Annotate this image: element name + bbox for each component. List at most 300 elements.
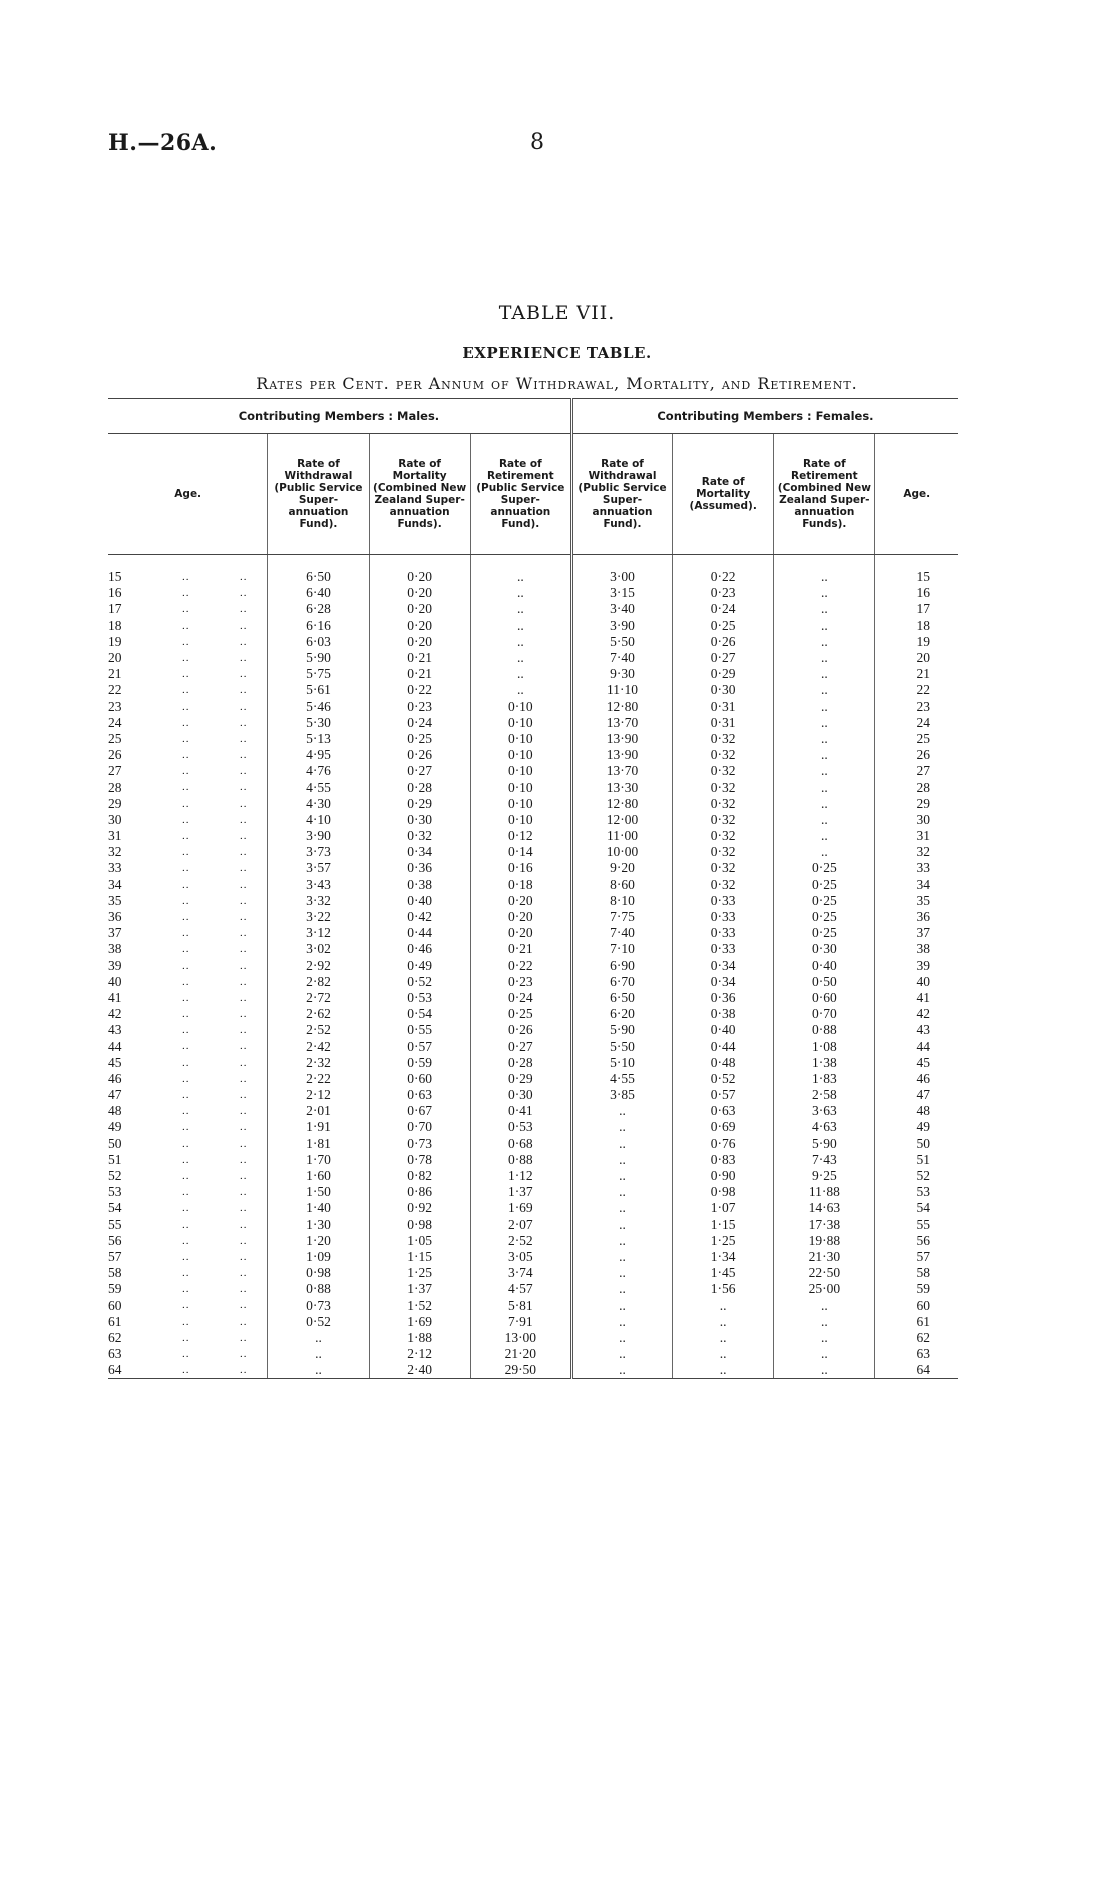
male-withdrawal-cell: 3·57 [268,860,369,876]
male-retirement-cell: 0·53 [470,1119,571,1135]
table-row [108,1346,958,1362]
male-withdrawal-cell: 2·92 [268,958,369,974]
age-right-cell: 25 [875,731,958,747]
table-row [108,1103,958,1119]
age-value: 28 [108,779,122,795]
age-right-cell: 64 [875,1362,958,1379]
age-right-cell: 39 [875,958,958,974]
age-cell [108,650,268,666]
leader-dots: .. [182,943,190,956]
female-withdrawal-cell: .. [571,1233,672,1249]
leader-dots: .. [240,1267,248,1280]
male-retirement-cell: 0·10 [470,812,571,828]
leader-dots: .. [182,684,190,697]
female-retirement-cell: 21·30 [774,1249,875,1265]
age-cell [108,1006,268,1022]
table-row [108,909,958,925]
age-value: 64 [108,1362,122,1378]
table-row [108,844,958,860]
leader-dots: .. [182,619,190,632]
age-cell [108,925,268,941]
age-right-cell: 16 [875,585,958,601]
female-retirement-cell: .. [774,779,875,795]
leader-dots: .. [182,1024,190,1037]
female-mortality-cell: 0·83 [673,1152,774,1168]
male-withdrawal-cell: 1·30 [268,1217,369,1233]
female-mortality-cell: 1·25 [673,1233,774,1249]
leader-dots: .. [182,1250,190,1263]
age-cell [108,1281,268,1297]
female-mortality-cell: 0·23 [673,585,774,601]
age-right-cell: 62 [875,1330,958,1346]
male-withdrawal-cell: 5·61 [268,682,369,698]
male-withdrawal-cell: 3·32 [268,893,369,909]
female-mortality-cell: 0·69 [673,1119,774,1135]
female-retirement-cell: .. [774,1314,875,1330]
male-mortality-cell: 0·25 [369,731,470,747]
table-row [108,731,958,747]
leader-dots: .. [182,846,190,859]
female-withdrawal-cell: .. [571,1152,672,1168]
table-row [108,634,958,650]
age-right-cell: 43 [875,1022,958,1038]
leader-dots: .. [182,1218,190,1231]
table-row [108,779,958,795]
female-withdrawal-cell: .. [571,1249,672,1265]
female-withdrawal-cell: 6·90 [571,958,672,974]
leader-dots: .. [240,1186,248,1199]
leader-dots: .. [182,1315,190,1328]
female-retirement-cell: .. [774,585,875,601]
male-withdrawal-cell: 4·76 [268,763,369,779]
age-cell [108,763,268,779]
male-withdrawal-cell: 2·42 [268,1038,369,1054]
page-reference: H.—26A. [108,130,218,156]
female-mortality-cell: 0·52 [673,1071,774,1087]
female-retirement-cell: .. [774,682,875,698]
leader-dots: .. [240,1137,248,1150]
leader-dots: .. [182,635,190,648]
age-cell [108,1346,268,1362]
male-mortality-cell: 0·46 [369,941,470,957]
female-withdrawal-cell: 7·10 [571,941,672,957]
female-retirement-cell: 7·43 [774,1152,875,1168]
male-retirement-cell: 0·20 [470,909,571,925]
female-withdrawal-cell: .. [571,1200,672,1216]
age-cell [108,1200,268,1216]
female-retirement-cell: .. [774,569,875,585]
age-right-cell: 59 [875,1281,958,1297]
age-value: 57 [108,1248,122,1264]
male-withdrawal-cell: 0·52 [268,1314,369,1330]
leader-dots: .. [240,943,248,956]
leader-dots: .. [240,1331,248,1344]
male-mortality-cell: 0·49 [369,958,470,974]
male-mortality-cell: 0·98 [369,1217,470,1233]
leader-dots: .. [182,1121,190,1134]
female-withdrawal-cell: 5·90 [571,1022,672,1038]
age-cell [108,1217,268,1233]
male-withdrawal-cell: 6·28 [268,601,369,617]
female-mortality-cell: 1·45 [673,1265,774,1281]
age-cell [108,958,268,974]
table-row [108,1136,958,1152]
female-withdrawal-cell: 5·10 [571,1055,672,1071]
leader-dots: .. [182,603,190,616]
leader-dots: .. [240,765,248,778]
female-withdrawal-cell: 3·00 [571,569,672,585]
male-mortality-cell: 0·20 [369,634,470,650]
age-value: 47 [108,1087,122,1103]
leader-dots: .. [182,1072,190,1085]
male-retirement-cell: 0·68 [470,1136,571,1152]
female-retirement-cell: .. [774,731,875,747]
male-withdrawal-cell: 5·13 [268,731,369,747]
female-mortality-cell: 0·32 [673,877,774,893]
male-retirement-cell: 3·05 [470,1249,571,1265]
male-mortality-cell: 0·23 [369,699,470,715]
male-retirement-cell: 1·69 [470,1200,571,1216]
table-row [108,877,958,893]
male-withdrawal-cell: 2·32 [268,1055,369,1071]
male-withdrawal-cell: .. [268,1346,369,1362]
leader-dots: .. [182,1040,190,1053]
female-mortality-cell: 0·29 [673,666,774,682]
leader-dots: .. [182,765,190,778]
age-cell [108,990,268,1006]
female-retirement-cell: 14·63 [774,1200,875,1216]
female-retirement-cell: 25·00 [774,1281,875,1297]
female-mortality-header: Rate of Mortality (Assumed). [673,434,774,555]
age-cell [108,909,268,925]
male-retirement-cell: .. [470,585,571,601]
female-mortality-cell: 0·48 [673,1055,774,1071]
male-retirement-cell: 0·20 [470,925,571,941]
female-mortality-cell: 0·22 [673,569,774,585]
female-withdrawal-cell: .. [571,1346,672,1362]
female-withdrawal-cell: 6·70 [571,974,672,990]
table-row [108,941,958,957]
female-retirement-cell: 0·40 [774,958,875,974]
table-row [108,1265,958,1281]
male-mortality-cell: 0·28 [369,779,470,795]
female-mortality-cell: 1·34 [673,1249,774,1265]
female-withdrawal-cell: 12·80 [571,699,672,715]
leader-dots: .. [182,878,190,891]
female-mortality-cell: 0·98 [673,1184,774,1200]
male-retirement-cell: 0·88 [470,1152,571,1168]
table-row [108,715,958,731]
male-retirement-cell: 13·00 [470,1330,571,1346]
male-retirement-cell: 0·10 [470,699,571,715]
male-retirement-cell: 0·10 [470,796,571,812]
female-mortality-cell: 0·33 [673,909,774,925]
age-cell [108,731,268,747]
leader-dots: .. [240,813,248,826]
age-cell [108,1314,268,1330]
female-mortality-cell: 1·56 [673,1281,774,1297]
female-retirement-cell: .. [774,812,875,828]
male-mortality-cell: 0·44 [369,925,470,941]
male-mortality-cell: 0·52 [369,974,470,990]
female-retirement-cell: .. [774,650,875,666]
age-value: 58 [108,1265,122,1281]
female-retirement-cell: .. [774,747,875,763]
female-retirement-cell: 11·88 [774,1184,875,1200]
female-mortality-cell: 0·36 [673,990,774,1006]
age-value: 37 [108,925,122,941]
leader-dots: .. [240,1089,248,1101]
female-retirement-header: Rate of Retirement (Combined New Zealand Super-annuation Funds). [774,434,875,555]
female-withdrawal-cell: 11·10 [571,682,672,698]
table-row [108,1249,958,1265]
male-withdrawal-cell: 2·12 [268,1087,369,1103]
female-retirement-cell: 0·70 [774,1006,875,1022]
female-retirement-cell: 0·50 [774,974,875,990]
leader-dots: .. [240,1234,248,1247]
male-mortality-cell: 0·60 [369,1071,470,1087]
age-right-column-header: Age. [875,434,958,555]
female-retirement-cell: 0·60 [774,990,875,1006]
age-right-cell: 23 [875,699,958,715]
age-value: 34 [108,876,122,892]
leader-dots: .. [182,910,190,923]
age-cell [108,1152,268,1168]
age-value: 17 [108,601,122,617]
leader-dots: .. [240,910,248,923]
leader-dots: .. [182,894,190,907]
male-withdrawal-cell: 1·50 [268,1184,369,1200]
male-mortality-cell: 0·57 [369,1038,470,1054]
leader-dots: .. [240,684,248,697]
female-retirement-cell: 0·25 [774,877,875,893]
male-mortality-cell: 0·20 [369,618,470,634]
age-right-cell: 45 [875,1055,958,1071]
male-withdrawal-cell: .. [268,1330,369,1346]
table-row [108,958,958,974]
male-mortality-cell: 0·59 [369,1055,470,1071]
leader-dots: .. [182,797,190,810]
leader-dots: .. [182,1364,190,1377]
age-right-cell: 42 [875,1006,958,1022]
age-right-cell: 63 [875,1346,958,1362]
age-cell [108,1330,268,1346]
leader-dots: .. [240,700,248,713]
age-cell [108,1184,268,1200]
age-value: 25 [108,730,122,746]
age-cell [108,974,268,990]
age-value: 22 [108,682,122,698]
male-mortality-cell: 1·88 [369,1330,470,1346]
male-retirement-cell: 0·21 [470,941,571,957]
table-row [108,1362,958,1379]
age-value: 60 [108,1297,122,1313]
male-mortality-cell: 0·82 [369,1168,470,1184]
leader-dots: .. [182,1234,190,1247]
age-cell [108,1233,268,1249]
male-mortality-cell: 1·05 [369,1233,470,1249]
male-withdrawal-cell: 2·72 [268,990,369,1006]
male-withdrawal-cell: 3·02 [268,941,369,957]
age-cell [108,1055,268,1071]
female-mortality-cell: 0·31 [673,699,774,715]
age-cell [108,569,268,585]
leader-dots: .. [240,959,248,972]
age-value: 62 [108,1329,122,1345]
female-withdrawal-cell: 7·40 [571,925,672,941]
female-mortality-cell: 0·32 [673,731,774,747]
leader-dots: .. [240,732,248,745]
male-retirement-cell: .. [470,634,571,650]
age-value: 29 [108,795,122,811]
age-right-cell: 40 [875,974,958,990]
age-value: 41 [108,989,122,1005]
age-right-cell: 38 [875,941,958,957]
female-mortality-cell: 0·24 [673,601,774,617]
female-mortality-cell: 0·33 [673,941,774,957]
female-withdrawal-cell: .. [571,1297,672,1313]
female-mortality-cell: .. [673,1330,774,1346]
age-right-cell: 57 [875,1249,958,1265]
female-withdrawal-cell: 3·15 [571,585,672,601]
age-right-cell: 55 [875,1217,958,1233]
age-value: 52 [108,1168,122,1184]
female-mortality-cell: 0·38 [673,1006,774,1022]
male-withdrawal-cell: 3·12 [268,925,369,941]
male-withdrawal-cell: 6·03 [268,634,369,650]
table-row [108,925,958,941]
leader-dots: .. [240,1105,248,1118]
age-cell [108,1249,268,1265]
female-mortality-cell: 0·25 [673,618,774,634]
age-right-cell: 46 [875,1071,958,1087]
male-retirement-cell: 21·20 [470,1346,571,1362]
age-value: 24 [108,714,122,730]
female-retirement-cell: .. [774,618,875,634]
age-right-cell: 34 [875,877,958,893]
leader-dots: .. [240,1283,248,1296]
table-row [108,1200,958,1216]
age-value: 15 [108,569,122,585]
male-mortality-cell: 0·86 [369,1184,470,1200]
female-mortality-cell: 0·32 [673,860,774,876]
age-right-cell: 58 [875,1265,958,1281]
leader-dots: .. [182,1056,190,1069]
age-right-cell: 29 [875,796,958,812]
table-row [108,1330,958,1346]
age-cell [108,715,268,731]
male-withdrawal-cell: 1·20 [268,1233,369,1249]
table-row [108,1006,958,1022]
female-retirement-cell: 0·25 [774,860,875,876]
age-value: 49 [108,1119,122,1135]
male-retirement-cell: 0·10 [470,763,571,779]
male-mortality-cell: 0·30 [369,812,470,828]
female-withdrawal-cell: .. [571,1119,672,1135]
leader-dots: .. [182,1267,190,1280]
leader-dots: .. [182,732,190,745]
female-mortality-cell: 0·76 [673,1136,774,1152]
age-value: 40 [108,973,122,989]
age-right-cell: 17 [875,601,958,617]
table-row [108,1184,958,1200]
table-row [108,569,958,585]
age-value: 44 [108,1038,122,1054]
male-withdrawal-cell: 1·70 [268,1152,369,1168]
table-row [108,699,958,715]
leader-dots: .. [240,1315,248,1328]
leader-dots: .. [182,975,190,988]
male-mortality-cell: 0·20 [369,569,470,585]
age-value: 26 [108,747,122,763]
female-withdrawal-cell: 5·50 [571,634,672,650]
age-right-cell: 52 [875,1168,958,1184]
table-row [108,650,958,666]
female-withdrawal-cell: 13·30 [571,779,672,795]
male-withdrawal-cell: 5·75 [268,666,369,682]
age-cell [108,779,268,795]
female-mortality-cell: 0·34 [673,958,774,974]
table-row [108,1297,958,1313]
male-mortality-cell: 0·26 [369,747,470,763]
female-withdrawal-cell: 12·80 [571,796,672,812]
age-cell [108,699,268,715]
age-cell [108,1136,268,1152]
leader-dots: .. [240,1202,248,1215]
age-cell [108,1103,268,1119]
male-retirement-cell: 2·52 [470,1233,571,1249]
male-retirement-cell: 0·24 [470,990,571,1006]
leader-dots: .. [240,1364,248,1377]
age-value: 18 [108,617,122,633]
male-mortality-cell: 1·69 [369,1314,470,1330]
female-retirement-cell: .. [774,601,875,617]
female-withdrawal-cell: 9·30 [571,666,672,682]
female-withdrawal-cell: 13·70 [571,763,672,779]
male-withdrawal-cell: 2·62 [268,1006,369,1022]
male-mortality-cell: 1·52 [369,1297,470,1313]
leader-dots: .. [182,959,190,972]
male-withdrawal-cell: 3·22 [268,909,369,925]
male-withdrawal-cell: 0·73 [268,1297,369,1313]
female-retirement-cell: .. [774,763,875,779]
male-retirement-cell: 29·50 [470,1362,571,1379]
leader-dots: .. [240,1250,248,1263]
leader-dots: .. [182,668,190,681]
age-value: 30 [108,811,122,827]
age-cell [108,634,268,650]
male-retirement-cell: .. [470,666,571,682]
male-mortality-cell: 0·63 [369,1087,470,1103]
male-withdrawal-cell: 1·09 [268,1249,369,1265]
table-row [108,1281,958,1297]
male-mortality-cell: 0·20 [369,585,470,601]
female-retirement-cell: 1·08 [774,1038,875,1054]
leader-dots: .. [182,781,190,794]
leader-dots: .. [182,927,190,940]
male-withdrawal-cell: 4·10 [268,812,369,828]
age-right-cell: 27 [875,763,958,779]
leader-dots: .. [182,1186,190,1199]
female-withdrawal-cell: 6·50 [571,990,672,1006]
age-cell [108,1168,268,1184]
male-retirement-cell: 1·12 [470,1168,571,1184]
male-mortality-cell: 0·38 [369,877,470,893]
table-row [108,618,958,634]
female-mortality-cell: 0·32 [673,747,774,763]
male-mortality-cell: 0·54 [369,1006,470,1022]
male-mortality-cell: 0·42 [369,909,470,925]
